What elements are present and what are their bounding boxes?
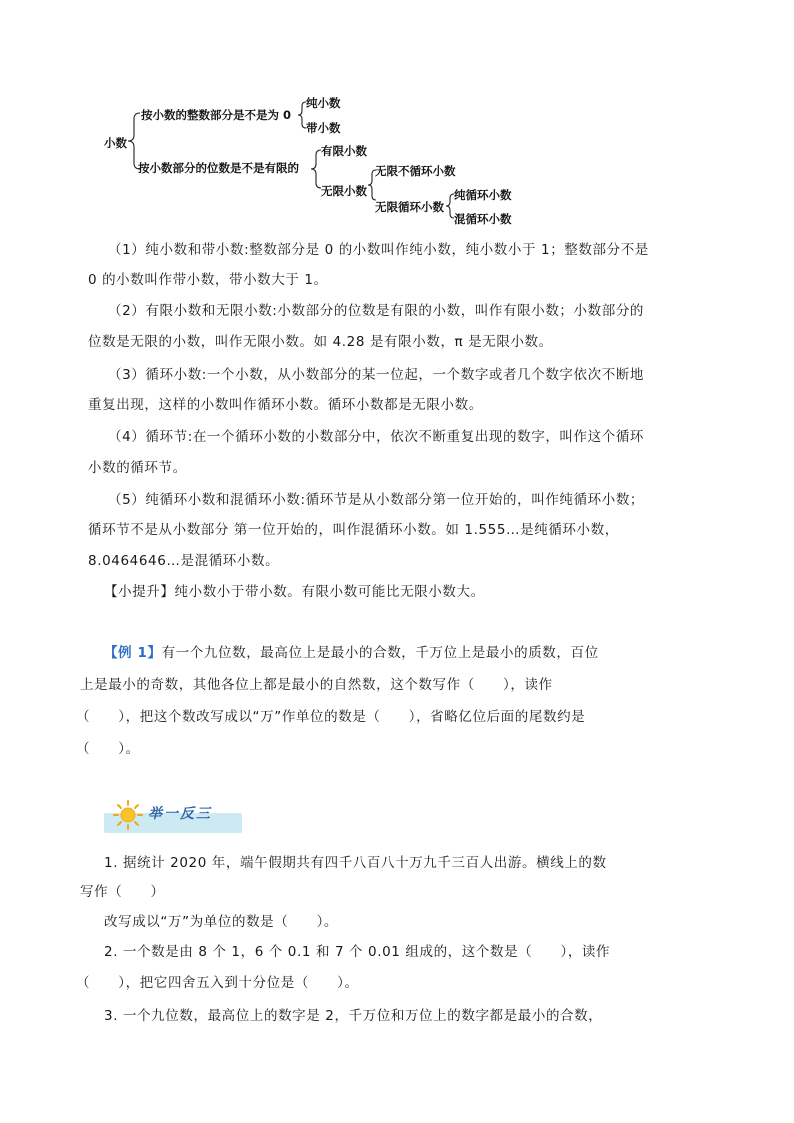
example-line: 上是最小的奇数，其他各位上都是最小的自然数，这个数写作（ ），读作 xyxy=(80,677,553,693)
example-text: 有一个九位数，最高位上是最小的合数，千万位上是最小的质数，百位 xyxy=(161,645,599,661)
tree-branch-decimal-digits: 按小数部分的位数是不是有限的 xyxy=(138,161,299,175)
definition-line: （5）纯循环小数和混循环小数:循环节是从小数部分第一位开始的，叫作纯循环小数； xyxy=(108,492,645,508)
definition-line: 循环节不是从小数部分 第一位开始的，叫作混循环小数。如 1.555…是纯循环小数， xyxy=(88,522,619,538)
example-line: （ ），把这个数改写成以“万”作单位的数是（ ），省略亿位后面的尾数约是 xyxy=(76,709,586,725)
practice-line: 1. 据统计 2020 年，端午假期共有四千八百八十万九千三百人出游。横线上的数 xyxy=(104,855,607,871)
sun-icon xyxy=(112,799,144,831)
tree-root: 小数 xyxy=(104,136,127,150)
tree-repeating-infinite: 无限循环小数 xyxy=(375,200,444,214)
practice-banner-title: 举一反三 xyxy=(148,806,212,822)
tree-infinite-decimal: 无限小数 xyxy=(321,184,367,198)
definition-line: （2）有限小数和无限小数:小数部分的位数是有限的小数，叫作有限小数；小数部分的 xyxy=(108,303,645,319)
definition-line: （1）纯小数和带小数:整数部分是 0 的小数叫作纯小数，纯小数小于 1；整数部分不是 xyxy=(108,242,649,258)
tree-branch-integer-part: 按小数的整数部分是不是为 0 xyxy=(141,108,292,122)
definition-line: 8.0464646…是混循环小数。 xyxy=(88,553,280,569)
practice-line: 改写成以“万”为单位的数是（ ）。 xyxy=(104,914,339,930)
tree-pure-decimal: 纯小数 xyxy=(306,96,341,110)
example-first-line xyxy=(104,641,599,661)
definition-line: 0 的小数叫作带小数，带小数大于 1。 xyxy=(88,272,328,288)
tree-nonrepeating-infinite: 无限不循环小数 xyxy=(375,164,456,178)
definition-line: （3）循环小数:一个小数，从小数部分的某一位起，一个数字或者几个数字依次不断地 xyxy=(108,367,645,383)
practice-line: 3. 一个九位数，最高位上的数字是 2，千万位和万位上的数字都是最小的合数， xyxy=(104,1008,603,1024)
example-tag: 【例 1】 xyxy=(104,645,162,661)
definition-line: 重复出现，这样的小数叫作循环小数。循环小数都是无限小数。 xyxy=(88,397,483,413)
practice-line: （ ），把它四舍五入到十分位是（ ）。 xyxy=(76,975,359,991)
practice-line: 写作（ ） xyxy=(80,884,165,900)
tree-mixed-repeating: 混循环小数 xyxy=(454,212,512,226)
example-line: （ ）。 xyxy=(76,741,140,757)
tip-text: 【小提升】纯小数小于带小数。有限小数可能比无限小数大。 xyxy=(104,584,485,600)
definition-line: （4）循环节:在一个循环小数的小数部分中，依次不断重复出现的数字，叫作这个循环 xyxy=(108,429,645,445)
tree-pure-repeating: 纯循环小数 xyxy=(454,188,512,202)
definition-line: 位数是无限的小数，叫作无限小数。如 4.28 是有限小数，π 是无限小数。 xyxy=(88,334,553,350)
practice-line: 2. 一个数是由 8 个 1，6 个 0.1 和 7 个 0.01 组成的，这个数是（ ），读作 xyxy=(104,944,611,960)
definition-line: 小数的循环节。 xyxy=(88,460,187,476)
tree-finite-decimal: 有限小数 xyxy=(321,144,367,158)
tree-mixed-decimal: 带小数 xyxy=(306,121,341,135)
